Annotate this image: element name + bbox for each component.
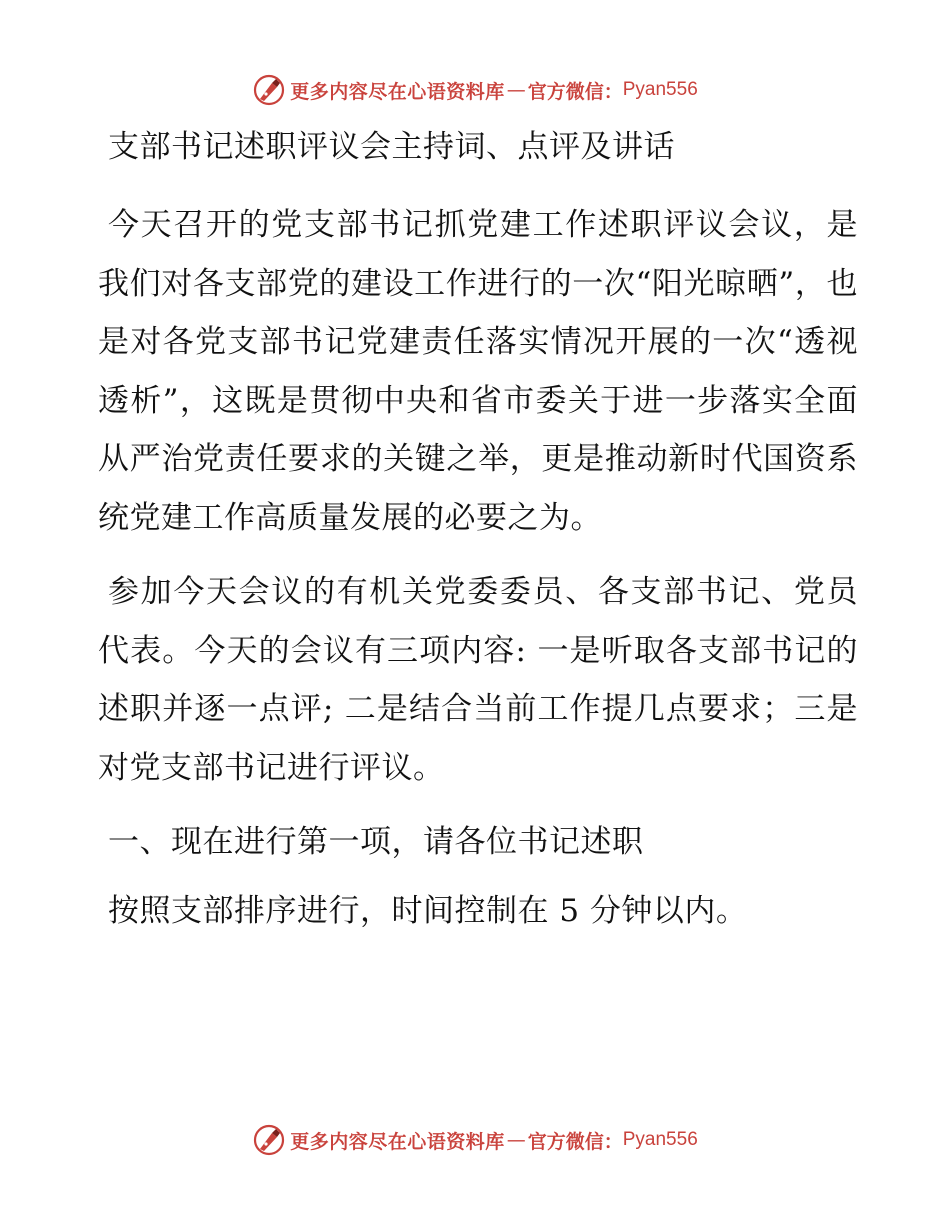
watermark-wechat-id: Pyan556 bbox=[622, 79, 698, 100]
watermark-wechat-label: 官方微信： bbox=[527, 80, 623, 103]
watermark-wechat-label: 官方微信： bbox=[527, 1130, 623, 1153]
watermark-dash: — bbox=[506, 79, 526, 101]
pen-nib-logo-icon bbox=[252, 73, 286, 107]
watermark-slogan: 更多内容尽在心语资料库 bbox=[290, 1130, 505, 1153]
paragraph-opening: 今天召开的党支部书记抓党建工作述职评议会议，是我们对各支部党的建设工作进行的一次“阳光晾晒”，也是对各党支部书记党建责任落实情况开展的一次“透视透析”，这既是贯彻中央和省市委关于进一步落实全面从严治党责任要求的关键之举，更是推动新时代国资系统党建工作高质量发展的必要之为。 bbox=[98, 207, 858, 536]
watermark-wechat-id: Pyan556 bbox=[622, 1129, 698, 1150]
paragraph-attendees: 参加今天会议的有机关党委委员、各支部书记、党员代表。今天的会议有三项内容: 一是听取各支部书记的述职并逐一点评; 二是结合当前工作提几点要求；三是对党支部书记进行评议。 bbox=[98, 574, 858, 786]
pen-nib-logo-icon bbox=[252, 1123, 286, 1157]
watermark-slogan: 更多内容尽在心语资料库 bbox=[290, 80, 505, 103]
document-body bbox=[98, 118, 858, 940]
watermark-header bbox=[0, 70, 950, 110]
watermark-footer bbox=[0, 1120, 950, 1160]
section-heading: 一、现在进行第一项，请各位书记述职 bbox=[108, 824, 644, 860]
document-title: 支部书记述职评议会主持词、点评及讲话 bbox=[108, 129, 675, 165]
section-paragraph: 按照支部排序进行，时间控制在 5 分钟以内。 bbox=[108, 892, 748, 929]
watermark-dash: — bbox=[506, 1129, 526, 1151]
